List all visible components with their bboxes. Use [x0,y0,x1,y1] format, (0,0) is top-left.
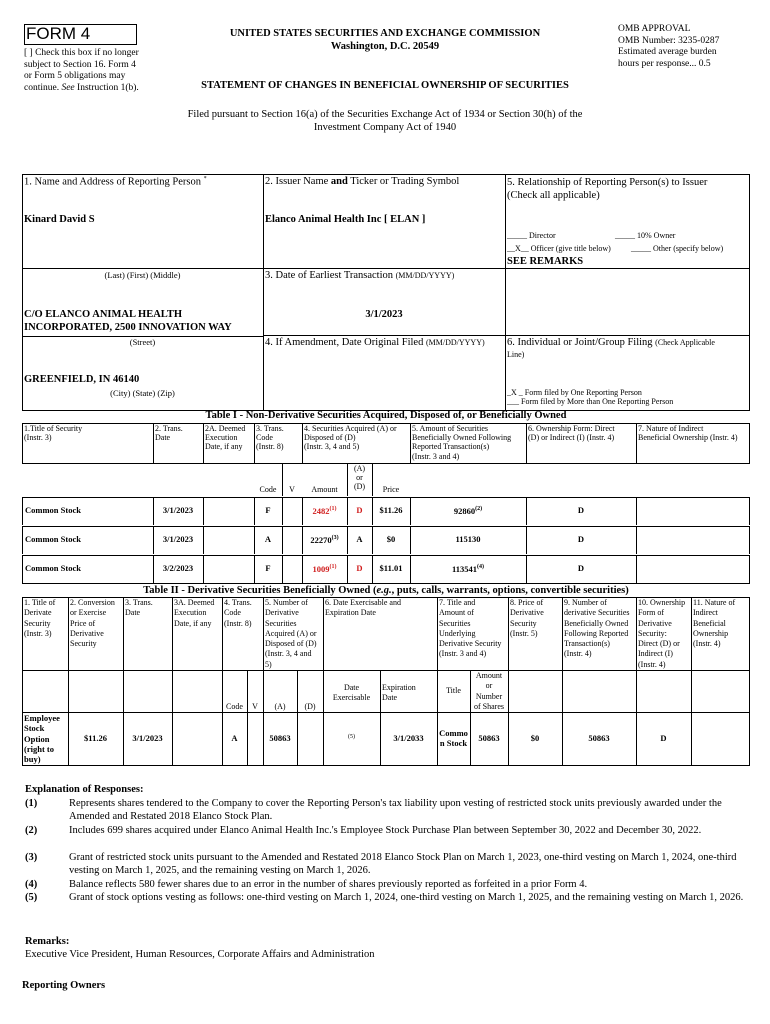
grid-line [410,423,411,463]
grid-line [22,526,750,527]
table1-sub-price: Price [382,485,400,494]
grid-line [636,423,637,463]
filed-pursuant-line1: Filed pursuant to Section 16(a) of the Securities Exchange Act of 1934 or Section 30(h) of the [187,109,583,120]
omb-approval: OMB APPROVAL OMB Number: 3235-0287 Estimated average burden hours per response... 0.5 [618,24,720,69]
table1-row-code: A [264,534,272,544]
table1-row-date: 3/1/2023 [162,505,194,515]
grid-line [172,597,173,765]
table1-header-c2a: 2A. Deemed Execution Date, if any [205,424,246,452]
grid-line [22,497,750,498]
grid-line [22,597,23,765]
issuer-name: Elanco Animal Health Inc [ ELAN ] [265,214,426,225]
table1-row-aord: D [356,505,363,515]
table1-row-price: $11.26 [379,505,403,515]
table1-header-c2: 2. Trans. Date [155,424,183,443]
table2-header-c5: 5. Number of Derivative Securities Acquired (A) or Disposed of (D) (Instr. 3, 4 and 5) [265,598,317,669]
grid-line [749,555,750,583]
table2-row-underlying-amount: 50863 [478,733,500,743]
table1-header-c3: 3. Trans. Code (Instr. 8) [256,424,284,452]
table2-row-price: $0 [530,733,540,743]
table2-sub-exp: Expiration Date [382,683,416,703]
footnote-item [25,891,750,921]
table1-sub-amount: Amount [311,485,338,494]
table2-header-c10: 10. Ownership Form of Derivative Security: Direct (D) or Indirect (I) (Instr. 4) [638,598,686,669]
agency-name: UNITED STATES SECURITIES AND EXCHANGE COMMISSION [229,28,541,39]
table2-header-c9: 9. Number of derivative Securities Beneficially Owned Following Reported Transaction(s) (Instr. 4) [564,598,630,659]
table2-row-code: A [231,733,238,743]
reporter-street: C/O ELANCO ANIMAL HEALTH INCORPORATED, 2500 INNOVATION WAY [24,309,232,333]
explanation-heading: Explanation of Responses: [25,784,144,795]
reporter-city: GREENFIELD, IN 46140 [24,374,140,385]
footnote-number: (4) [25,879,38,890]
table2-sub-a: (A) [274,702,286,711]
table1-header-c6: 6. Ownership Form: Direct (D) or Indirect (I) (Instr. 4) [528,424,615,443]
form-title: FORM 4 [26,24,91,43]
rel-ten-pct-owner: _____ 10% Owner [615,231,676,240]
table2-header-c3: 3. Trans. Date [125,598,153,618]
grid-line [203,526,204,554]
table2-row-a: 50863 [269,733,291,743]
grid-line [22,463,750,464]
table1-row-owned: 92860$^{(2)}$ [453,505,483,516]
table2-header-c2: 2. Conversion or Exercise Price of Derivative Security [70,598,115,649]
table1-row-form: D [577,505,585,515]
footnote-number: (1) [25,798,38,809]
table1-row-price: $11.01 [379,563,403,573]
grid-line [749,597,750,765]
footnote-item [25,851,750,881]
table2-row-date: 3/1/2023 [132,733,163,743]
statement-title: STATEMENT OF CHANGES IN BENEFICIAL OWNERSHIP OF SECURITIES [201,80,569,91]
footnote-text: Balance reflects 580 fewer shares due to an error in the number of shares previously reported as forfeited in a prior Form 4. [69,879,588,890]
grid-line [691,597,692,765]
reporting-top-border [22,174,749,175]
footnote-item [25,824,750,854]
box6-label: 6. Individual or Joint/Group Filing (Check Applicable Line) [507,337,715,359]
table1-header-c4: 4. Securities Acquired (A) or Disposed of (D) (Instr. 3, 4 and 5) [304,424,397,452]
grid-line [22,712,750,713]
grid-line [282,463,283,496]
grid-line [636,555,637,583]
remarks-heading: Remarks: [25,936,70,947]
table1-row-date: 3/1/2023 [162,534,194,544]
grid-line [297,670,298,765]
table2-row-title: Employee Stock Option (right to buy) [24,713,60,765]
table2-header-c11: 11. Nature of Indirect Beneficial Ownership (Instr. 4) [693,598,736,649]
grid-line [749,526,750,554]
table1-row-title: Common Stock [25,505,81,515]
table1-row-form: D [577,534,585,544]
footnote-number: (3) [25,852,38,863]
table2-sub-title: Title [446,686,461,695]
grid-line [372,463,373,496]
table2-row-owned: 50863 [588,733,610,743]
grid-line [22,555,23,583]
table1-header-c5: 5. Amount of Securities Beneficially Owned Following Reported Transaction(s) (Instr. 3 and 4) [412,424,512,461]
grid-line [22,583,750,584]
grid-line [22,765,750,766]
table2-row-underlying-title: Commo n Stock [439,728,468,749]
footnote-number: (2) [25,825,38,836]
name-parts-label: (Last) (First) (Middle) [104,270,181,280]
table1-row-price: $0 [386,534,396,544]
grid-line [22,670,750,671]
table1-row-form: D [577,563,585,573]
grid-line [247,670,248,765]
checkbox-note: [ ] Check this box if no longer subject to Section 16. Form 4 or Form 5 obligations may continue. See Instruction 1(b). [24,48,139,93]
city-label: (City) (State) (Zip) [110,388,175,398]
table1-title: Table I - Non-Derivative Securities Acquired, Disposed of, or Beneficially Owned [205,410,567,421]
grid-line [22,555,750,556]
footnote-text: Grant of restricted stock units pursuant to the Amended and Restated 2018 Elanco Stock Plan on March 1, 2023, one-third vesting on March 1, 2024, one-third vesting on March 1, 2025, and the remaining vesting on March 1, 2026. [69,852,737,876]
earliest-transaction-date: 3/1/2023 [365,309,403,320]
box2-label: 2. Issuer Name and Ticker or Trading Symbol [265,176,460,187]
table1-row-title: Common Stock [25,534,81,544]
footnote-item [25,797,750,827]
filed-pursuant-line2: Investment Company Act of 1940 [313,122,457,133]
grid-line [22,497,23,525]
grid-line [749,423,750,463]
table1-row-amount: 1009$^{(1)}$ [312,563,337,574]
table1-row-owned: 115130 [455,534,481,544]
rel-officer: __X__ Officer (give title below) [507,244,611,253]
table1-row-amount: 22270$^{(3)}$ [310,534,339,545]
box1-label: 1. Name and Address of Reporting Person * [24,176,207,188]
table2-row-date-exercisable: (5) [348,734,355,740]
table2-row-form: D [660,733,667,743]
box3-label: 3. Date of Earliest Transaction (MM/DD/YYYY) [265,270,455,281]
grid-line [282,497,283,525]
table1-sub-v: V [289,485,295,494]
grid-line [203,423,204,463]
table2-sub-d: (D) [304,702,316,711]
see-remarks: SEE REMARKS [507,256,584,267]
grid-line [282,555,283,583]
table2-header-c3a: 3A. Deemed Execution Date, if any [174,598,215,628]
table2-row-expiration: 3/1/2033 [393,733,424,743]
table2-sub-code: Code [226,702,243,711]
rel-other: _____ Other (specify below) [631,244,724,253]
table1-row-aord: A [356,534,363,544]
table2-header-c1: 1. Title of Derivate Security (Instr. 3) [24,598,56,638]
table1-row-code: F [265,563,271,573]
table1-row-amount: 2482$^{(1)}$ [312,505,337,516]
filing-one-person: _X _ Form filed by One Reporting Person [507,388,642,397]
box4-label: 4. If Amendment, Date Original Filed (MM/DD/YYYY) [265,337,485,348]
footnote-number: (5) [25,892,38,903]
table2-header-c7: 7. Title and Amount of Securities Underlying Derivative Security (Instr. 3 and 4) [439,598,502,659]
table1-sub-aord: (A) or (D) [353,464,366,492]
grid-line [526,423,527,463]
table2-sub-amount: Amount or Number of Shares [474,671,504,711]
table1-row-aord: D [356,563,363,573]
table2-title: Table II - Derivative Securities Beneficially Owned (e.g., puts, calls, warrants, options, convertible securities) [143,585,629,596]
table2-row-conversion: $11.26 [84,733,107,743]
box5-label: 5. Relationship of Reporting Person(s) to Issuer (Check all applicable) [507,177,708,201]
reporting-owners-heading: Reporting Owners [22,980,106,991]
grid-line [749,497,750,525]
grid-line [203,497,204,525]
table1-sub-code: Code [259,485,277,494]
table2-header-c8: 8. Price of Derivative Security (Instr. 5) [510,598,544,638]
street-label: (Street) [129,337,156,347]
table2-sub-date_ex: Date Exercisable [332,683,371,703]
grid-line [22,423,23,463]
grid-line [203,555,204,583]
table1-row-code: F [265,505,271,515]
grid-line [153,423,154,463]
footnote-text: Represents shares tendered to the Company to cover the Reporting Person's tax liability upon vesting of restricted stock units previously awarded under the Amended and Restated 2018 Elanco Stock Plan. [69,798,722,822]
remarks-text: Executive Vice President, Human Resources, Corporate Affairs and Administration [25,949,375,960]
grid-line [380,670,381,765]
table1-header-c1: 1.Title of Security (Instr. 3) [24,424,83,443]
reporter-name: Kinard David S [24,214,95,225]
table1-header-c7: 7. Nature of Indirect Beneficial Ownership (Instr. 4) [638,424,738,443]
grid-line [347,463,348,496]
grid-line [254,423,255,463]
grid-line [22,526,23,554]
agency-address: Washington, D.C. 20549 [330,41,440,52]
grid-line [636,497,637,525]
table1-row-date: 3/2/2023 [162,563,194,573]
table1-row-title: Common Stock [25,563,81,573]
grid-line [302,423,303,463]
footnote-text: Includes 699 shares acquired under Elanco Animal Health Inc.'s Employee Stock Purchase Plan between September 30, 2022 and December 30, 2022. [69,825,702,836]
table1-row-owned: 113541$^{(4)}$ [451,563,485,574]
table2-sub-v: V [252,702,258,711]
grid-line [282,526,283,554]
grid-line [636,526,637,554]
filing-more-persons: ___ Form filed by More than One Reporting Person [507,397,674,406]
table2-header-c4: 4. Trans. Code (Instr. 8) [224,598,252,628]
table2-header-c6: 6. Date Exercisable and Expiration Date [325,598,401,618]
footnote-text: Grant of stock options vesting as follows: one-third vesting on March 1, 2024, one-third vesting on March 1, 2025, and the remaining vesting on March 1, 2026. [69,892,744,903]
rel-director: _____ Director [507,231,556,240]
